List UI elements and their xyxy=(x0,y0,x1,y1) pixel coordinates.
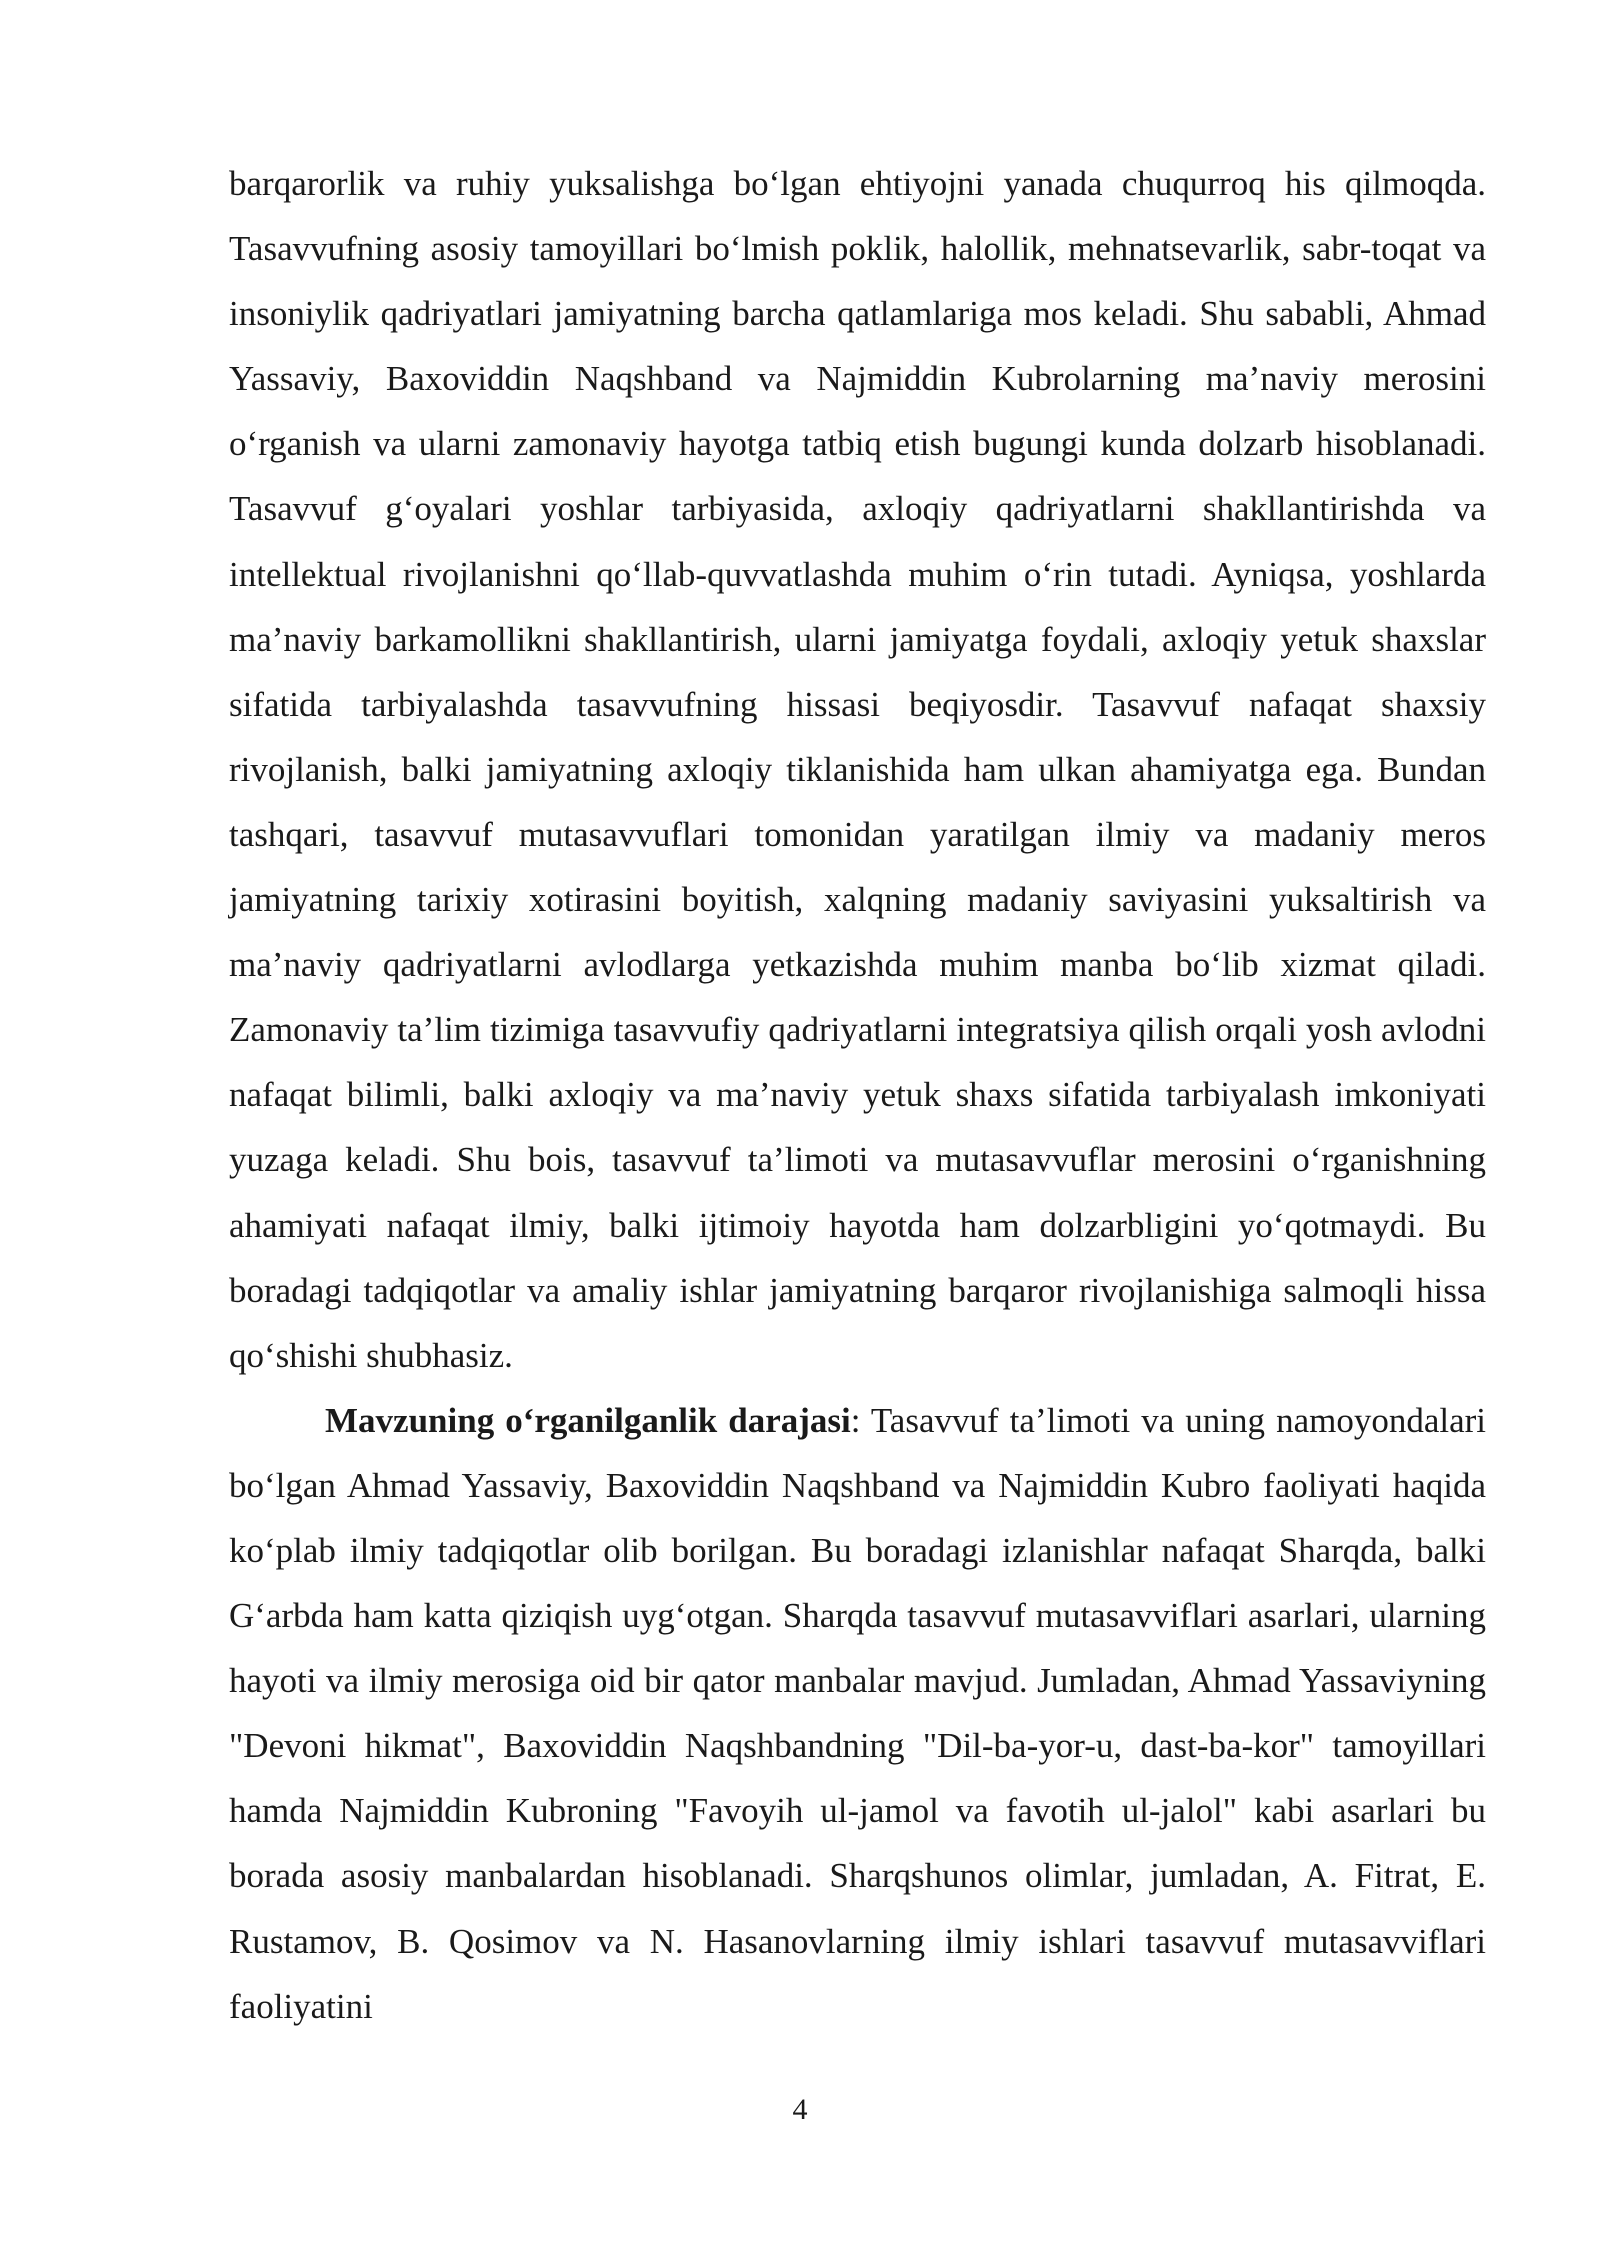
page-number: 4 xyxy=(792,2093,808,2126)
paragraph-intro xyxy=(229,151,1486,1388)
paragraph-study-level xyxy=(229,1388,1486,2039)
heading-colon: : xyxy=(850,1400,861,1440)
paragraph-study-level-text: Tasavvuf ta’limoti va uning namoyondalari bo‘lgan Ahmad Yassaviy, Baxoviddin Naqshband va Najmiddin Kubro faoliyati haqida ko‘plab ilmiy tadqiqotlar olib borilgan. Bu boradagi izlanishlar nafaqat Sharqda, balki G‘arbda ham katta qiziqish uyg‘otgan. Sharqda tasavvuf mutasavviflari asarlari, ularning hayoti va ilmiy merosiga oid bir qator manbalar mavjud. Jumladan, Ahmad Yassaviyning "Devoni hikmat", Baxoviddin Naqshbandning "Dil-ba-yor-u, dast-ba-kor" tamoyillari hamda Najmiddin Kubroning "Favoyih ul-jamol va favotih ul-jalol" kabi asarlari bu borada asosiy manbalardan hisoblanadi. Sharqshunos olimlar, jumladan, A. Fitrat, E. Rustamov, B. Qosimov va N. Hasanovlarning ilmiy ishlari tasavvuf mutasavviflari faoliyatini xyxy=(229,1400,1486,2026)
document-body xyxy=(229,151,1486,2039)
section-heading: Mavzuning o‘rganilganlik darajasi xyxy=(325,1400,851,1440)
paragraph-intro-text: barqarorlik va ruhiy yuksalishga bo‘lgan ehtiyojni yanada chuqurroq his qilmoqda. Tasavvufning asosiy tamoyillari bo‘lmish poklik, halollik, mehnatsevarlik, sabr-toqat va insoniylik qadriyatlari jamiyatning barcha qatlamlariga mos keladi. Shu sababli, Ahmad Yassaviy, Baxoviddin Naqshband va Najmiddin Kubrolarning ma’naviy merosini o‘rganish va ularni zamonaviy hayotga tatbiq etish bugungi kunda dolzarb hisoblanadi. Tasavvuf g‘oyalari yoshlar tarbiyasida, axloqiy qadriyatlarni shakllantirishda va intellektual rivojlanishni qo‘llab-quvvatlashda muhim o‘rin tutadi. Ayniqsa, yoshlarda ma’naviy barkamollikni shakllantirish, ularni jamiyatga foydali, axloqiy yetuk shaxslar sifatida tarbiyalashda tasavvufning hissasi beqiyosdir. Tasavvuf nafaqat shaxsiy rivojlanish, balki jamiyatning axloqiy tiklanishida ham ulkan ahamiyatga ega. Bundan tashqari, tasavvuf mutasavvuflari tomonidan yaratilgan ilmiy va madaniy meros jamiyatning tarixiy xotirasini boyitish, xalqning madaniy saviyasini yuksaltirish va ma’naviy qadriyatlarni avlodlarga yetkazishda muhim manba bo‘lib xizmat qiladi. Zamonaviy ta’lim tizimiga tasavvufiy qadriyatlarni integratsiya qilish orqali yosh avlodni nafaqat bilimli, balki axloqiy va ma’naviy yetuk shaxs sifatida tarbiyalash imkoniyati yuzaga keladi. Shu bois, tasavvuf ta’limoti va mutasavvuflar merosini o‘rganishning ahamiyati nafaqat ilmiy, balki ijtimoiy hayotda ham dolzarbligini yo‘qotmaydi. Bu boradagi tadqiqotlar va amaliy ishlar jamiyatning barqaror rivojlanishiga salmoqli hissa qo‘shishi shubhasiz. xyxy=(229,164,1486,1375)
